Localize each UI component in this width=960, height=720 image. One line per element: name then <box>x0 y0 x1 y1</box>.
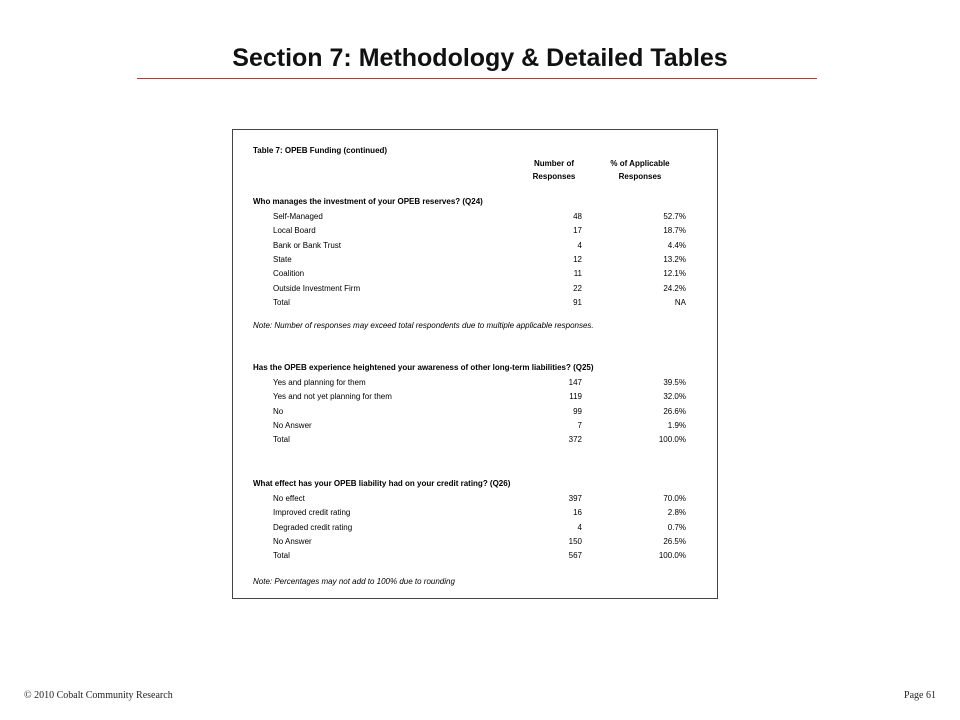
row-count: 372 <box>568 435 582 445</box>
row-percent: 2.8% <box>667 508 686 518</box>
slide-title: Section 7: Methodology & Detailed Tables <box>232 44 728 72</box>
row-percent: 26.6% <box>663 406 686 416</box>
column-header-pct-1: % of Applicable <box>610 159 670 168</box>
row-label: No <box>273 406 284 416</box>
row-count: 150 <box>568 536 582 546</box>
question-heading: Who manages the investment of your OPEB reserves? (Q24) <box>253 197 483 206</box>
row-count: 11 <box>573 269 582 279</box>
row-count: 7 <box>577 420 582 430</box>
row-percent: 4.4% <box>667 240 686 250</box>
row-percent: 32.0% <box>663 392 686 402</box>
row-label: State <box>273 254 292 264</box>
row-count: 99 <box>573 406 582 416</box>
row-label: Self-Managed <box>273 212 323 221</box>
row-label: No Answer <box>273 420 312 430</box>
row-count: 4 <box>577 240 582 250</box>
row-count: 4 <box>577 522 582 532</box>
table-caption: Table 7: OPEB Funding (continued) <box>253 146 388 155</box>
title-divider <box>137 78 817 79</box>
row-count: 147 <box>568 378 582 387</box>
column-header-count-2: Responses <box>532 172 576 181</box>
row-count: 17 <box>573 226 582 236</box>
row-percent: 12.1% <box>663 269 686 279</box>
footer-copyright: © 2010 Cobalt Community Research <box>24 690 173 701</box>
row-count: 12 <box>573 254 582 264</box>
row-percent: 24.2% <box>663 283 686 293</box>
row-count: 22 <box>573 283 582 293</box>
row-label: Yes and not yet planning for them <box>273 392 392 402</box>
question-heading: What effect has your OPEB liability had on your credit rating? (Q26) <box>253 479 511 488</box>
row-percent: 52.7% <box>663 212 686 221</box>
row-percent: 18.7% <box>663 226 686 236</box>
row-label: Local Board <box>273 226 316 236</box>
row-percent: 13.2% <box>663 254 686 264</box>
table-note: Note: Percentages may not add to 100% due to rounding <box>253 577 455 586</box>
table-note: Note: Number of responses may exceed total respondents due to multiple applicable responses. <box>253 321 594 330</box>
row-label: Total <box>273 435 290 445</box>
row-label: Total <box>273 551 290 561</box>
row-percent: NA <box>674 297 686 307</box>
row-percent: 1.9% <box>667 420 686 430</box>
row-count: 119 <box>569 392 582 402</box>
row-label: Yes and planning for them <box>273 378 366 387</box>
row-count: 91 <box>573 297 582 307</box>
row-percent: 39.5% <box>663 378 686 387</box>
row-percent: 26.5% <box>663 536 686 546</box>
column-header-count-1: Number of <box>534 159 574 168</box>
row-count: 567 <box>568 551 582 561</box>
row-label: Coalition <box>273 269 305 279</box>
row-label: Degraded credit rating <box>273 522 353 532</box>
row-percent: 0.7% <box>667 522 686 532</box>
row-label: No Answer <box>273 536 312 546</box>
question-heading: Has the OPEB experience heightened your awareness of other long-term liabilities? (Q25) <box>253 363 594 372</box>
row-count: 397 <box>568 494 582 503</box>
row-percent: 70.0% <box>663 494 686 503</box>
row-count: 48 <box>573 212 582 221</box>
row-count: 16 <box>573 508 582 518</box>
data-table-box <box>232 129 718 599</box>
row-label: Bank or Bank Trust <box>273 240 342 250</box>
footer-page-number: Page 61 <box>904 690 936 701</box>
row-percent: 100.0% <box>658 435 686 445</box>
column-header-pct-2: Responses <box>618 172 662 181</box>
row-label: Outside Investment Firm <box>273 283 361 293</box>
row-label: Improved credit rating <box>273 508 351 518</box>
row-label: Total <box>273 297 290 307</box>
row-percent: 100.0% <box>658 551 686 561</box>
row-label: No effect <box>273 494 305 503</box>
